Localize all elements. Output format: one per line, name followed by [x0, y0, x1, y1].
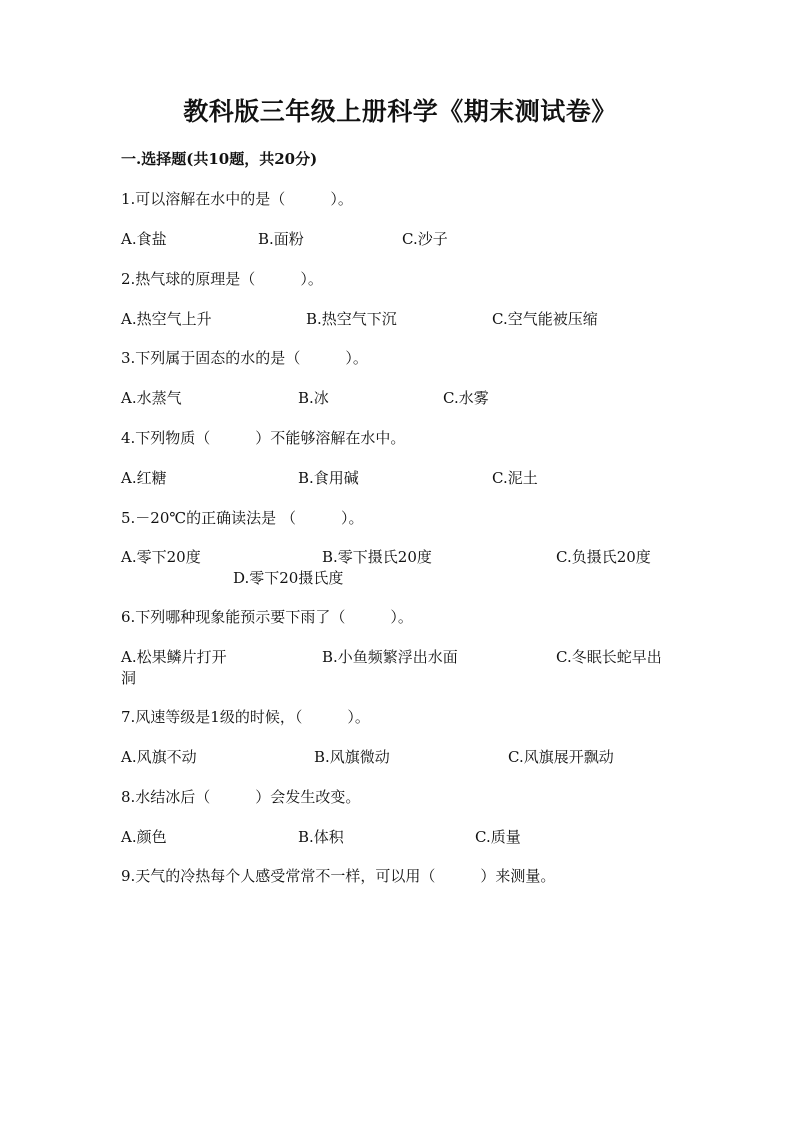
question-3-option-c: C.水雾	[443, 389, 489, 407]
question-7-option-c: C.风旗展开飘动	[508, 748, 614, 766]
page-title: 教科版三年级上册科学《期末测试卷》	[183, 97, 617, 126]
question-6-option-c: C.冬眠长蛇早出	[556, 648, 662, 666]
question-2-option-a: A.热空气上升	[121, 310, 212, 328]
question-8-stem: 8.水结冰后（ ）会发生改变。	[121, 788, 361, 806]
question-6-option-a: A.松果鳞片打开	[121, 648, 227, 666]
question-2-option-b: B.热空气下沉	[306, 310, 397, 328]
question-4-option-c: C.泥土	[492, 469, 538, 487]
question-2-stem: 2.热气球的原理是（ ）。	[121, 270, 323, 288]
question-6-stem: 6.下列哪种现象能预示要下雨了（ ）。	[121, 608, 413, 626]
section-heading: 一.选择题(共10题，共20分)	[121, 150, 318, 168]
question-5-stem: 5.－20℃的正确读法是 （ ）。	[121, 509, 364, 527]
question-1-stem: 1.可以溶解在水中的是（ ）。	[121, 190, 353, 208]
question-3-option-a: A.水蒸气	[121, 389, 182, 407]
question-5-option-d: D.零下20摄氏度	[233, 569, 344, 587]
question-8-option-a: A.颜色	[121, 828, 167, 846]
question-5-option-a: A.零下20度	[121, 548, 201, 566]
question-5-option-c: C.负摄氏20度	[556, 548, 651, 566]
question-1-option-c: C.沙子	[402, 230, 448, 248]
question-8-option-c: C.质量	[475, 828, 521, 846]
question-6-option-c-wrap: 洞	[121, 669, 137, 687]
question-4-option-b: B.食用碱	[298, 469, 359, 487]
question-4-option-a: A.红糖	[121, 469, 167, 487]
question-4-stem: 4.下列物质（ ）不能够溶解在水中。	[121, 429, 406, 447]
question-2-option-c: C.空气能被压缩	[492, 310, 598, 328]
question-9-stem: 9.天气的冷热每个人感受常常不一样，可以用（ ）来测量。	[121, 867, 556, 885]
question-8-option-b: B.体积	[298, 828, 344, 846]
question-5-option-b: B.零下摄氏20度	[322, 548, 432, 566]
question-1-option-a: A.食盐	[121, 230, 167, 248]
question-7-option-b: B.风旗微动	[314, 748, 390, 766]
question-3-option-b: B.冰	[298, 389, 329, 407]
question-3-stem: 3.下列属于固态的水的是（ ）。	[121, 349, 368, 367]
question-1-option-b: B.面粉	[258, 230, 304, 248]
question-7-option-a: A.风旗不动	[121, 748, 197, 766]
question-7-stem: 7.风速等级是1级的时候，（ ）。	[121, 708, 370, 726]
question-6-option-b: B.小鱼频繁浮出水面	[322, 648, 458, 666]
